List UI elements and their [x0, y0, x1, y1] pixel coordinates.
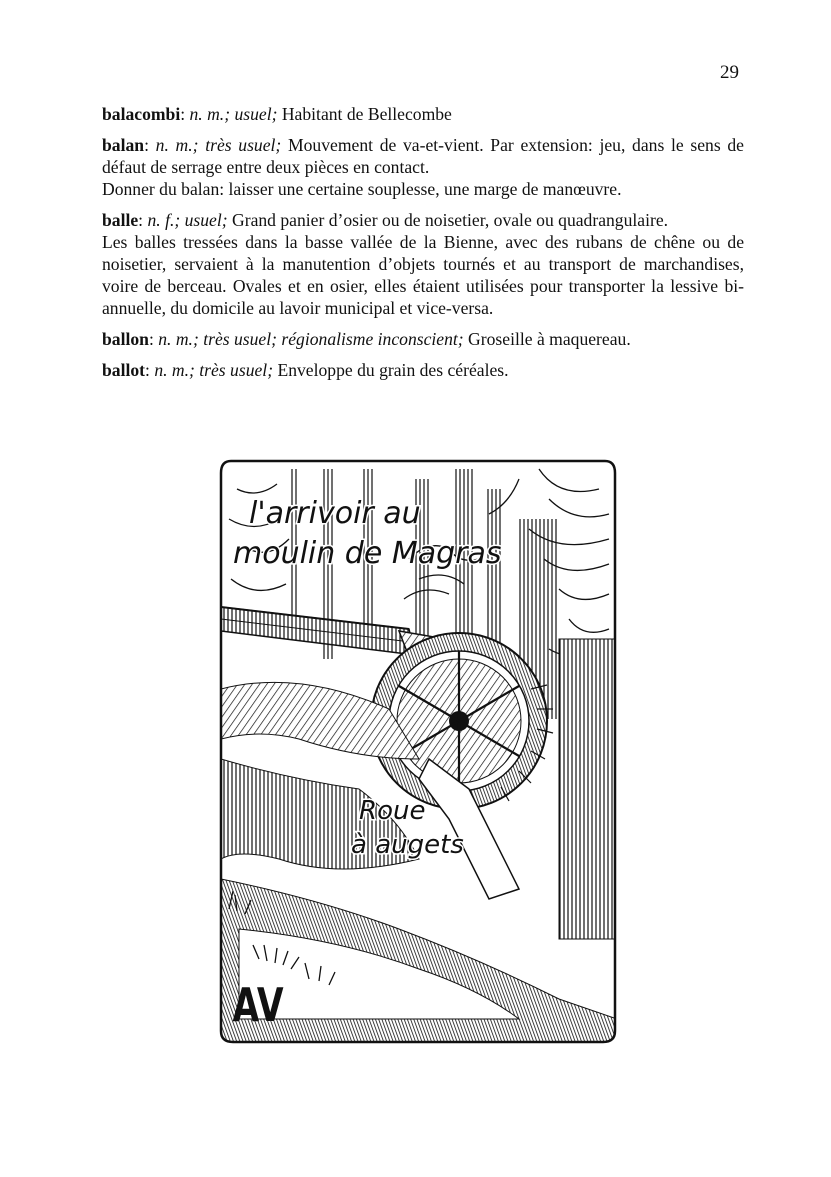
- entry-separator: :: [138, 210, 148, 230]
- caption-top-line1: l'arrivoir au: [249, 496, 421, 531]
- entry-separator: :: [180, 104, 190, 124]
- entry-text: [102, 209, 744, 231]
- entry-ballot: [102, 359, 744, 381]
- dictionary-entries: [102, 103, 744, 390]
- page-number: 29: [720, 62, 739, 83]
- caption-wheel-line1: Roue: [359, 796, 426, 826]
- entry-definition: Enveloppe du grain des céréales.: [273, 360, 509, 380]
- entry-headword: balan: [102, 135, 145, 155]
- entry-grammar: n. m.; très usuel;: [154, 360, 274, 380]
- entry-paragraph: Les balles tressées dans la basse vallée de la Bienne, avec des rubans de chêne ou de noisetier, servaient à la manutention d’objets tournés et au transport de marchandises, voire de berceau. Ovales et en osier, elles étaient utilisées pour transporter la lessive bi-annuelle, du domicile au lavoir municipal et vice-versa.: [102, 232, 744, 318]
- entry-headword: balle: [102, 210, 139, 230]
- entry-separator: :: [148, 329, 159, 349]
- entry-balle: [102, 209, 744, 319]
- entry-balan: [102, 134, 744, 200]
- entry-ballon: [102, 328, 744, 350]
- entry-headword: ballot: [102, 360, 146, 380]
- entry-paragraph: Donner du balan: laisser une certaine souplesse, une marge de manœuvre.: [102, 179, 622, 199]
- entry-separator: :: [144, 135, 156, 155]
- entry-text: [102, 328, 744, 350]
- entry-text: [102, 134, 744, 178]
- artist-signature: AV: [232, 978, 284, 1033]
- entry-grammar: n. m.; usuel;: [189, 104, 278, 124]
- entry-grammar: n. f.; usuel;: [147, 210, 228, 230]
- entry-grammar: n. m.; très usuel;: [155, 135, 282, 155]
- entry-headword: balacombi: [102, 104, 181, 124]
- entry-definition: Grand panier d’osier ou de noisetier, ovale ou quadrangulaire.: [227, 210, 669, 230]
- entry-definition: Habitant de Bellecombe: [277, 104, 452, 124]
- mill-wall: [559, 639, 617, 939]
- entry-text: [102, 103, 744, 125]
- mill-drawing: [219, 459, 617, 1044]
- entry-definition: Groseille à maquereau.: [463, 329, 631, 349]
- entry-balacombi: [102, 103, 744, 125]
- entry-definition: Mouvement de va-et-vient. Par extension: jeu, dans le sens de défaut de serrage entre deux pièces en contact.: [102, 135, 744, 177]
- entry-headword: ballon: [102, 329, 149, 349]
- caption-wheel-line2: à augets: [351, 830, 464, 860]
- caption-top-line2: moulin de Magras: [233, 536, 502, 571]
- entry-text: [102, 359, 744, 381]
- mill-wheel-illustration: [219, 459, 617, 1044]
- entry-grammar: n. m.; très usuel; régionalisme inconscient;: [158, 329, 464, 349]
- entry-separator: :: [145, 360, 155, 380]
